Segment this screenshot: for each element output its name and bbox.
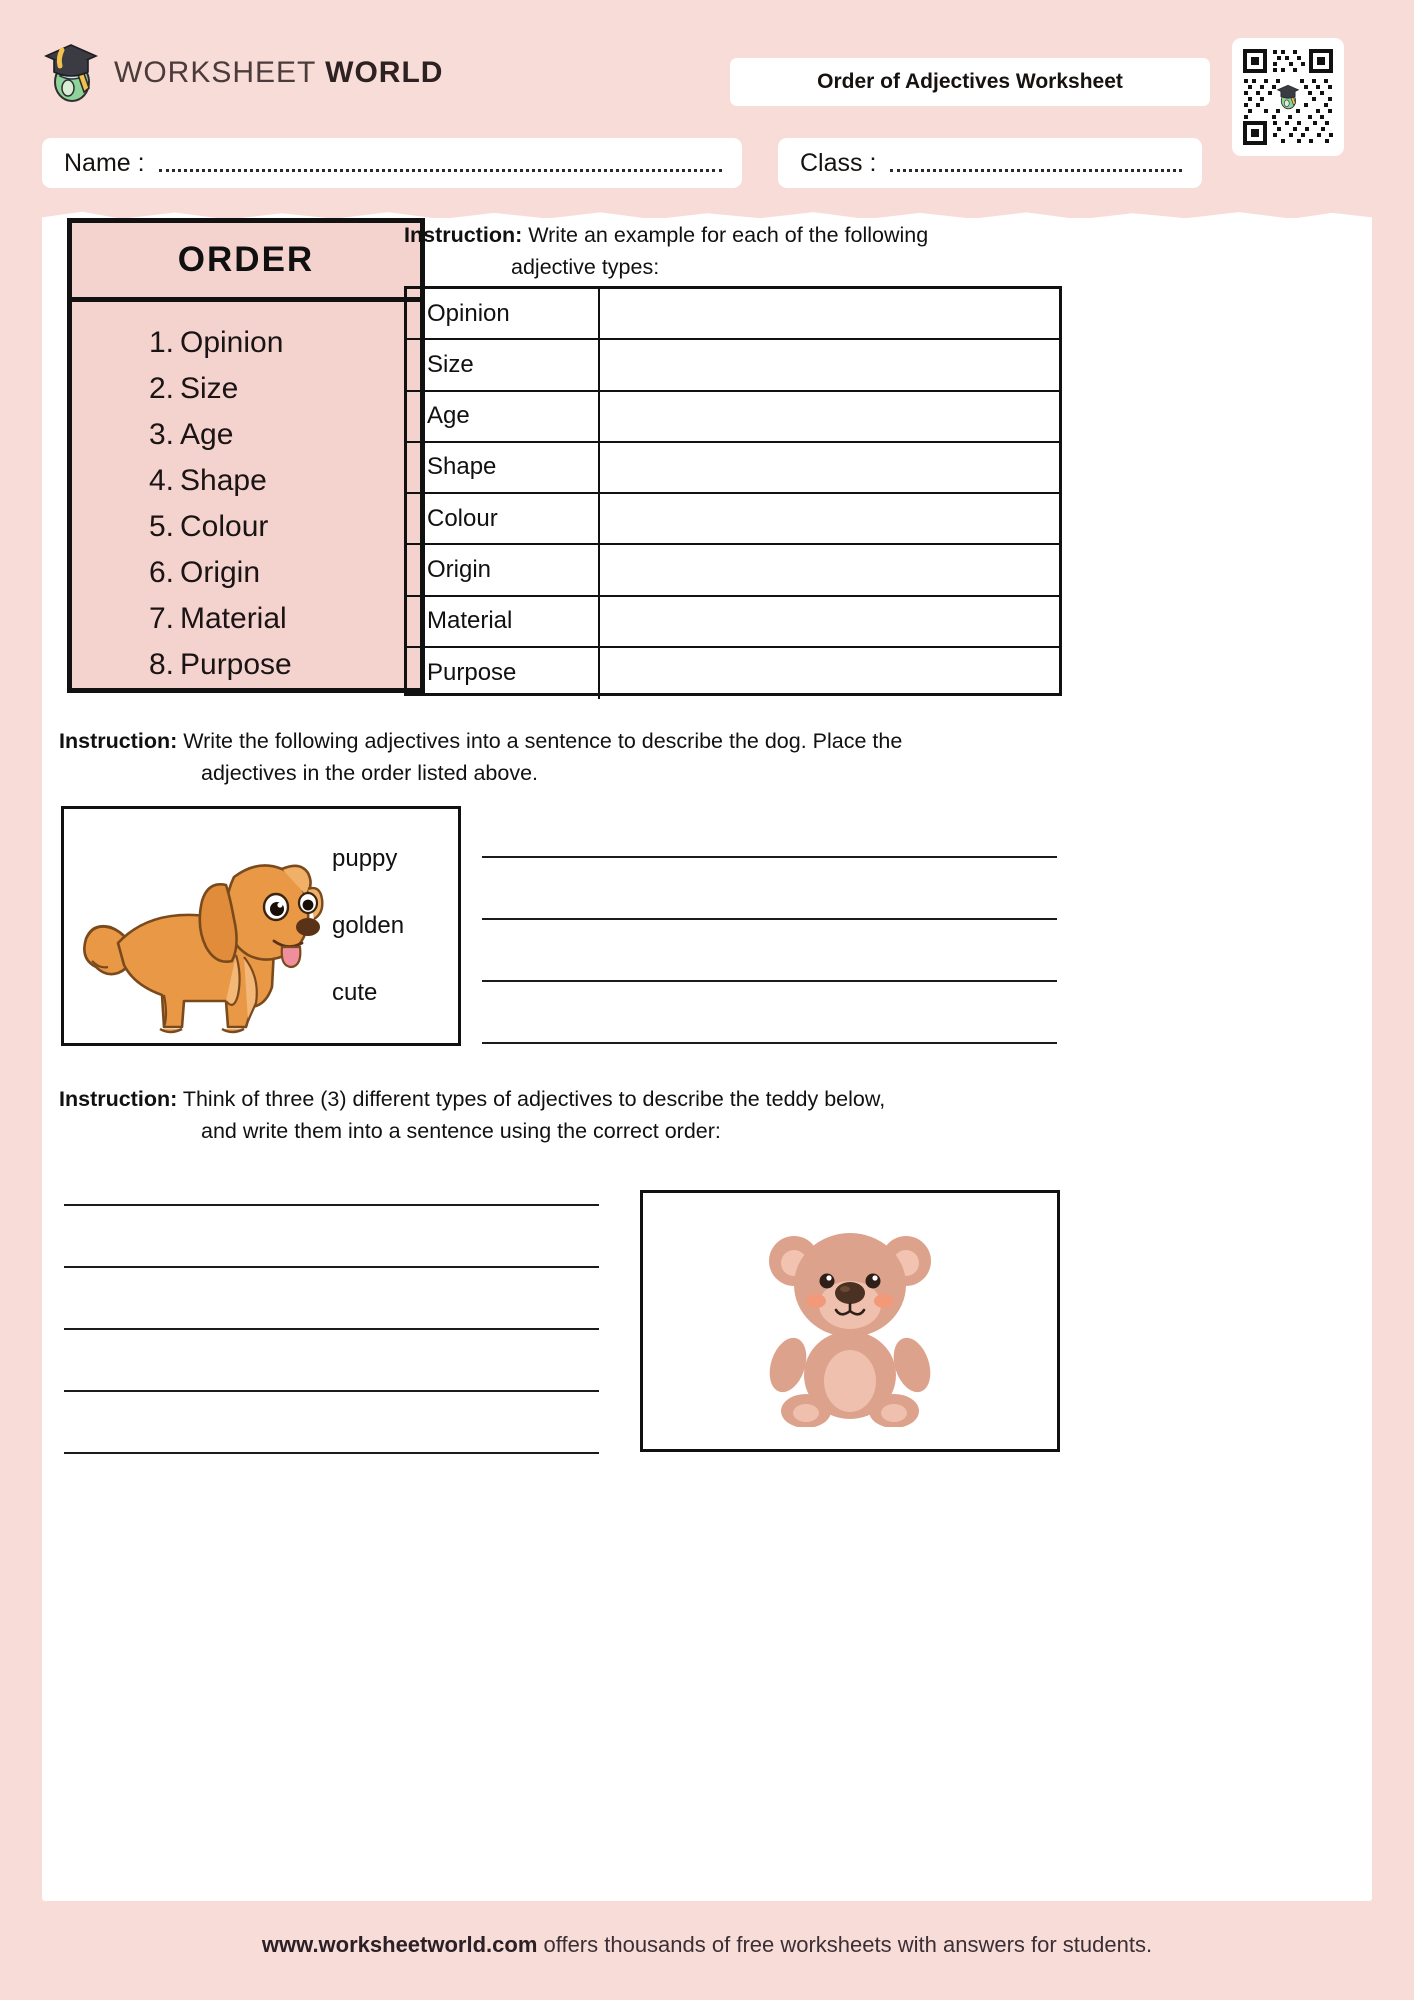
- order-item-number: 6.: [148, 556, 174, 589]
- instruction-label: Instruction:: [59, 729, 178, 753]
- order-item-label: Opinion: [180, 326, 284, 359]
- answer-line[interactable]: [482, 980, 1057, 982]
- footer-tagline: offers thousands of free worksheets with answers for students.: [537, 1932, 1153, 1957]
- name-label: Name :: [64, 148, 145, 177]
- dog-word: puppy: [332, 844, 398, 872]
- graduation-cap-pencil-logo-icon: [42, 42, 100, 104]
- instruction-label: Instruction:: [59, 1087, 178, 1111]
- dog-exercise-panel: [61, 806, 461, 1046]
- order-reference-box: [67, 218, 425, 693]
- answer-line[interactable]: [64, 1204, 599, 1206]
- answer-line[interactable]: [64, 1266, 599, 1268]
- order-item-label: Size: [180, 372, 239, 405]
- list-item: [72, 466, 420, 512]
- table-cell-type: Material: [407, 597, 600, 646]
- brand-logo: [42, 42, 443, 104]
- qr-code-icon: [1240, 46, 1336, 148]
- order-list: [72, 302, 420, 696]
- order-item-label: Shape: [180, 464, 267, 497]
- answer-line[interactable]: [64, 1390, 599, 1392]
- class-label: Class :: [800, 148, 877, 177]
- list-item: [72, 374, 420, 420]
- order-item-label: Material: [180, 602, 287, 635]
- page-header: [0, 0, 1414, 215]
- brand-name: [114, 56, 443, 90]
- class-field[interactable]: [778, 138, 1202, 188]
- instruction-2: [59, 726, 1069, 790]
- order-item-number: 2.: [148, 372, 174, 405]
- answer-line[interactable]: [64, 1328, 599, 1330]
- worksheet-title-badge: [730, 58, 1210, 106]
- adjective-types-table: [404, 286, 1062, 696]
- table-row: [407, 289, 1059, 340]
- instruction-2-line1: Write the following adjectives into a sentence to describe the dog. Place the: [177, 729, 903, 753]
- page-footer: [0, 1932, 1414, 1958]
- answer-line[interactable]: [482, 918, 1057, 920]
- teddy-bear-illustration-icon: [750, 1215, 950, 1427]
- instruction-3-line2: and write them into a sentence using the correct order:: [201, 1118, 721, 1143]
- answer-line[interactable]: [482, 856, 1057, 858]
- list-item: [72, 420, 420, 466]
- dog-word: cute: [332, 979, 378, 1007]
- order-item-number: 4.: [148, 464, 174, 497]
- brand-name-light: WORKSHEET: [114, 56, 316, 89]
- qr-code-box[interactable]: [1232, 38, 1344, 156]
- table-row: [407, 392, 1059, 443]
- worksheet-sheet: [42, 218, 1372, 1901]
- table-cell-answer[interactable]: [600, 392, 1059, 441]
- instruction-label: Instruction:: [404, 223, 523, 247]
- order-item-number: 8.: [148, 648, 174, 681]
- teddy-answer-lines[interactable]: [64, 1190, 599, 1590]
- brand-name-bold: WORLD: [325, 56, 444, 89]
- list-item: [72, 604, 420, 650]
- dog-word: golden: [332, 911, 405, 939]
- table-cell-answer[interactable]: [600, 494, 1059, 543]
- table-cell-type: Origin: [407, 545, 600, 594]
- instruction-1-line1: Write an example for each of the following: [522, 223, 929, 247]
- instruction-1-line2: adjective types:: [511, 254, 660, 279]
- table-cell-answer[interactable]: [600, 289, 1059, 338]
- order-item-number: 7.: [148, 602, 174, 635]
- order-item-label: Colour: [180, 510, 269, 543]
- instruction-2-line2: adjectives in the order listed above.: [201, 760, 539, 785]
- table-row: [407, 648, 1059, 699]
- table-cell-type: Age: [407, 392, 600, 441]
- teddy-exercise-panel: [640, 1190, 1060, 1452]
- instruction-3: [59, 1084, 1069, 1148]
- order-item-number: 1.: [148, 326, 174, 359]
- instruction-1: [404, 220, 1064, 284]
- table-cell-answer[interactable]: [600, 443, 1059, 492]
- table-cell-type: Colour: [407, 494, 600, 543]
- list-item: [72, 328, 420, 374]
- table-cell-type: Shape: [407, 443, 600, 492]
- table-row: [407, 545, 1059, 596]
- table-row: [407, 340, 1059, 391]
- order-item-number: 3.: [148, 418, 174, 451]
- name-input[interactable]: [159, 169, 722, 172]
- class-input[interactable]: [890, 169, 1182, 172]
- order-item-label: Purpose: [180, 648, 292, 681]
- dog-answer-lines[interactable]: [482, 818, 1057, 1038]
- table-cell-answer[interactable]: [600, 545, 1059, 594]
- order-item-number: 5.: [148, 510, 174, 543]
- dog-adjective-words: [332, 809, 462, 1043]
- table-cell-answer[interactable]: [600, 648, 1059, 699]
- table-row: [407, 494, 1059, 545]
- list-item: [72, 650, 420, 696]
- list-item: [72, 512, 420, 558]
- order-item-label: Origin: [180, 556, 261, 589]
- footer-site-url[interactable]: www.worksheetworld.com: [261, 1932, 538, 1957]
- table-cell-type: Purpose: [407, 648, 600, 699]
- order-item-label: Age: [180, 418, 234, 451]
- table-cell-answer[interactable]: [600, 340, 1059, 389]
- instruction-3-line1: Think of three (3) different types of adjectives to describe the teddy below,: [177, 1087, 886, 1111]
- golden-retriever-dog-illustration-icon: [76, 815, 326, 1043]
- table-cell-answer[interactable]: [600, 597, 1059, 646]
- order-heading-text: ORDER: [177, 240, 315, 279]
- table-row: [407, 443, 1059, 494]
- page-title: Order of Adjectives Worksheet: [817, 70, 1123, 93]
- answer-line[interactable]: [64, 1452, 599, 1454]
- table-cell-type: Opinion: [407, 289, 600, 338]
- name-field[interactable]: [42, 138, 742, 188]
- table-cell-type: Size: [407, 340, 600, 389]
- order-box-heading: [72, 223, 420, 302]
- list-item: [72, 558, 420, 604]
- table-row: [407, 597, 1059, 648]
- answer-line[interactable]: [482, 1042, 1057, 1044]
